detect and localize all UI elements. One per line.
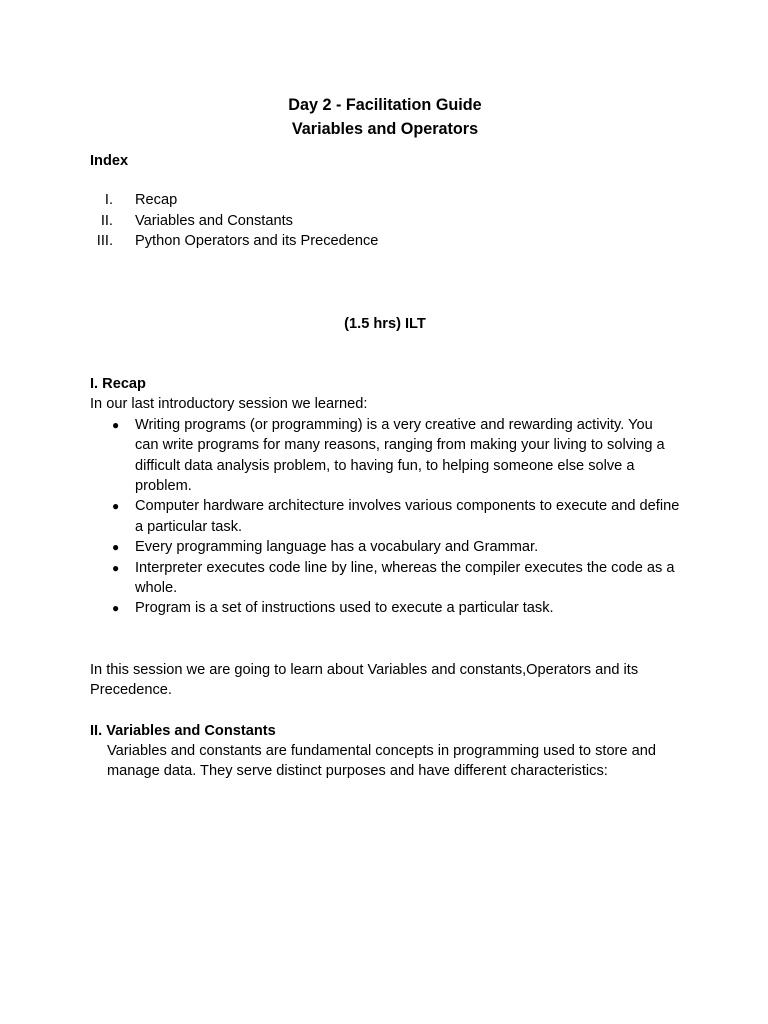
recap-intro: In our last introductory session we learned: [90,396,368,413]
index-item-label: Python Operators and its Precedence [135,233,379,250]
session-duration: (1.5 hrs) ILT [344,315,426,332]
recap-bullet [90,496,680,537]
bullet-icon: ● [112,499,120,514]
session-note: In this session we are going to learn about Variables and constants,Operators and its Precedence. [90,661,639,699]
index-item [90,190,680,210]
recap-bullet-list [90,415,680,619]
variables-body: Variables and constants are fundamental concepts in programming used to store and manage data. They serve distinct purposes and have different characteristics: [107,743,656,780]
index-item [90,211,680,231]
bullet-icon: ● [112,540,120,555]
index-item-number: I. [104,192,113,209]
variables-heading: II. Variables and Constants [90,722,276,739]
recap-bullet-text: Every programming language has a vocabulary and Grammar. [135,539,539,556]
index-item-label: Variables and Constants [135,212,293,229]
recap-bullet [90,415,680,497]
bullet-icon: ● [112,601,120,616]
recap-bullet-text: Interpreter executes code line by line, whereas the compiler executes the code as a whole. [135,559,675,597]
bullet-icon: ● [112,560,120,575]
recap-heading: I. Recap [90,375,146,392]
bullet-icon: ● [112,417,120,432]
index-item-number: III. [96,233,113,250]
index-item-number: II. [100,212,113,229]
index-heading: Index [90,153,129,169]
document-page [90,93,680,782]
recap-bullet [90,598,680,618]
document-title-line1: Day 2 - Facilitation Guide [288,96,482,114]
recap-bullet-text: Computer hardware architecture involves various components to execute and define a particular task. [135,498,680,535]
recap-bullet [90,537,680,557]
recap-bullet [90,558,680,599]
index-list [90,190,680,251]
recap-bullet-text: Writing programs (or programming) is a very creative and rewarding activity. You can write programs for many reasons, ranging from making your living to solving a difficult data analysis problem, to having fun, to helping someone else solve a problem. [135,416,665,495]
index-item [90,231,680,251]
document-title-line2: Variables and Operators [291,120,479,138]
index-item-label: Recap [135,192,178,209]
recap-bullet-text: Program is a set of instructions used to execute a particular task. [135,600,554,617]
